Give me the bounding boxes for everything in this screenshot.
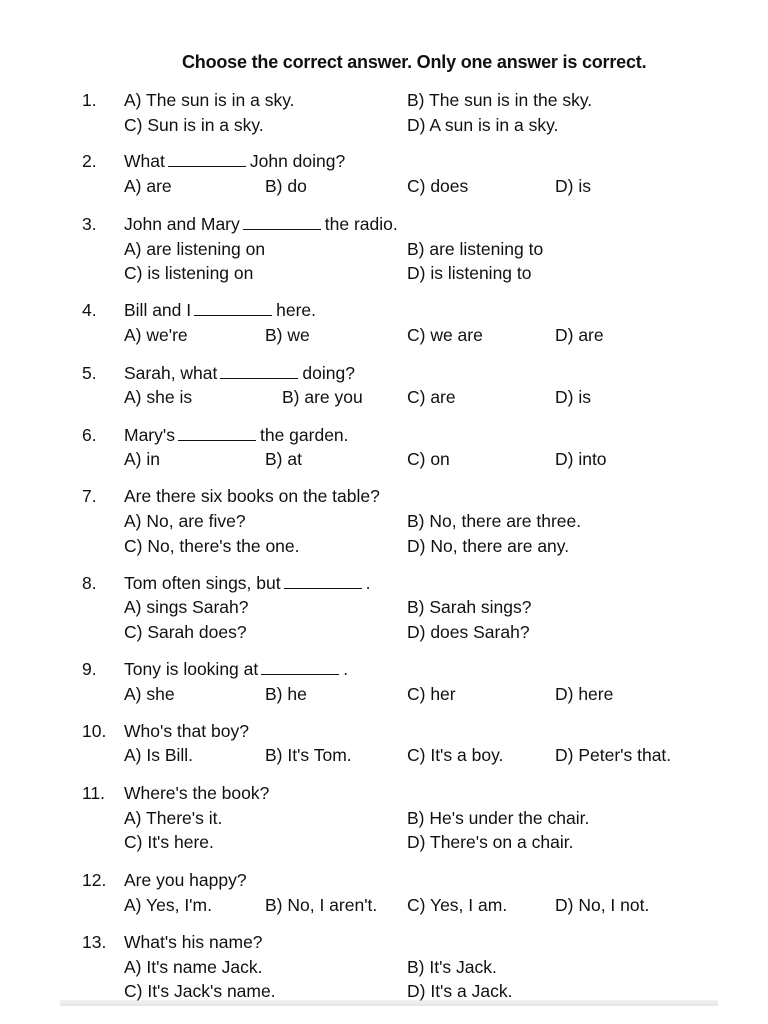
stem-after: here. — [276, 300, 317, 320]
question-number: 7. — [82, 486, 97, 506]
option-c[interactable]: C) It's Jack's name. — [124, 981, 276, 1001]
question-stem: Are you happy? — [124, 870, 247, 890]
answer-blank — [284, 573, 362, 589]
option-a[interactable]: A) Yes, I'm. — [124, 895, 212, 915]
option-d[interactable]: D) It's a Jack. — [407, 981, 513, 1001]
question-number: 5. — [82, 363, 97, 383]
stem-after: doing? — [302, 363, 355, 383]
option-b[interactable]: B) are you — [282, 387, 363, 407]
stem-after: . — [343, 659, 349, 679]
question-stem — [124, 150, 345, 172]
question-stem — [124, 424, 349, 446]
question-stem: What's his name? — [124, 932, 263, 952]
question-stem — [124, 658, 348, 680]
question-stem — [124, 362, 355, 384]
option-d[interactable]: D) are — [555, 325, 604, 345]
question-number: 3. — [82, 214, 97, 234]
option-c[interactable]: C) It's a boy. — [407, 745, 504, 765]
option-a[interactable]: A) she is — [124, 387, 193, 407]
option-c[interactable]: C) No, there's the one. — [124, 536, 300, 556]
question-number: 12. — [82, 870, 107, 890]
option-c[interactable]: C) on — [407, 449, 450, 469]
question-stem: Who's that boy? — [124, 721, 249, 741]
option-a[interactable]: A) in — [124, 449, 160, 469]
question-number: 10. — [82, 721, 107, 741]
option-d[interactable]: D) is — [555, 176, 591, 196]
option-a[interactable]: A) Is Bill. — [124, 745, 194, 765]
option-a[interactable]: A) There's it. — [124, 808, 223, 828]
option-a[interactable]: A) are listening on — [124, 239, 266, 259]
option-b[interactable]: B) It's Tom. — [265, 745, 352, 765]
stem-before: John and Mary — [124, 214, 240, 234]
question-stem: Are there six books on the table? — [124, 486, 380, 506]
option-c[interactable]: C) does — [407, 176, 469, 196]
option-d[interactable]: D) is listening to — [407, 263, 532, 283]
option-d[interactable]: D) A sun is in a sky. — [407, 115, 559, 135]
option-a[interactable]: A) are — [124, 176, 172, 196]
question-number: 8. — [82, 573, 97, 593]
option-c[interactable]: C) is listening on — [124, 263, 254, 283]
option-b[interactable]: B) No, there are three. — [407, 511, 582, 531]
question-number: 2. — [82, 151, 97, 171]
stem-after: John doing? — [249, 151, 346, 171]
option-b[interactable]: B) It's Jack. — [407, 957, 497, 977]
answer-blank — [178, 425, 256, 441]
option-a[interactable]: A) sings Sarah? — [124, 597, 249, 617]
option-b[interactable]: B) Sarah sings? — [407, 597, 532, 617]
question-number: 13. — [82, 932, 107, 952]
option-b[interactable]: B) do — [265, 176, 307, 196]
option-c[interactable]: C) we are — [407, 325, 483, 345]
option-c[interactable]: C) Yes, I am. — [407, 895, 508, 915]
question-stem — [124, 299, 316, 321]
option-d[interactable]: D) into — [555, 449, 607, 469]
answer-blank — [261, 659, 339, 675]
answer-blank — [168, 151, 246, 167]
option-d[interactable]: D) There's on a chair. — [407, 832, 574, 852]
option-c[interactable]: C) Sun is in a sky. — [124, 115, 264, 135]
question-stem — [124, 572, 371, 594]
stem-before: Sarah, what — [124, 363, 218, 383]
question-stem — [124, 213, 398, 235]
option-b[interactable]: B) at — [265, 449, 302, 469]
option-d[interactable]: D) here — [555, 684, 614, 704]
option-c[interactable]: C) are — [407, 387, 456, 407]
stem-before: Bill and I — [124, 300, 192, 320]
question-number: 4. — [82, 300, 97, 320]
question-number: 9. — [82, 659, 97, 679]
question-number: 6. — [82, 425, 97, 445]
stem-before: Mary's — [124, 425, 175, 445]
stem-after: the radio. — [324, 214, 398, 234]
question-stem: Where's the book? — [124, 783, 270, 803]
worksheet-title: Choose the correct answer. Only one answer is correct. — [182, 52, 647, 72]
option-a[interactable]: A) It's name Jack. — [124, 957, 263, 977]
option-c[interactable]: C) her — [407, 684, 456, 704]
option-a[interactable]: A) we're — [124, 325, 188, 345]
stem-after: . — [365, 573, 371, 593]
question-number: 1. — [82, 90, 97, 110]
option-d[interactable]: D) Peter's that. — [555, 745, 672, 765]
stem-before: Tom often sings, but — [124, 573, 281, 593]
option-b[interactable]: B) we — [265, 325, 310, 345]
option-a[interactable]: A) The sun is in a sky. — [124, 90, 295, 110]
option-b[interactable]: B) he — [265, 684, 307, 704]
option-c[interactable]: C) It's here. — [124, 832, 214, 852]
answer-blank — [220, 363, 298, 379]
answer-blank — [243, 214, 321, 230]
stem-before: What — [124, 151, 165, 171]
option-d[interactable]: D) No, I not. — [555, 895, 650, 915]
option-d[interactable]: D) does Sarah? — [407, 622, 530, 642]
stem-before: Tony is looking at — [124, 659, 259, 679]
option-d[interactable]: D) is — [555, 387, 591, 407]
stem-after: the garden. — [259, 425, 349, 445]
option-b[interactable]: B) The sun is in the sky. — [407, 90, 593, 110]
question-number: 11. — [82, 783, 106, 803]
option-a[interactable]: A) No, are five? — [124, 511, 246, 531]
option-c[interactable]: C) Sarah does? — [124, 622, 247, 642]
option-b[interactable]: B) He's under the chair. — [407, 808, 590, 828]
option-d[interactable]: D) No, there are any. — [407, 536, 570, 556]
option-b[interactable]: B) No, I aren't. — [265, 895, 378, 915]
answer-blank — [194, 300, 272, 316]
option-a[interactable]: A) she — [124, 684, 175, 704]
option-b[interactable]: B) are listening to — [407, 239, 544, 259]
